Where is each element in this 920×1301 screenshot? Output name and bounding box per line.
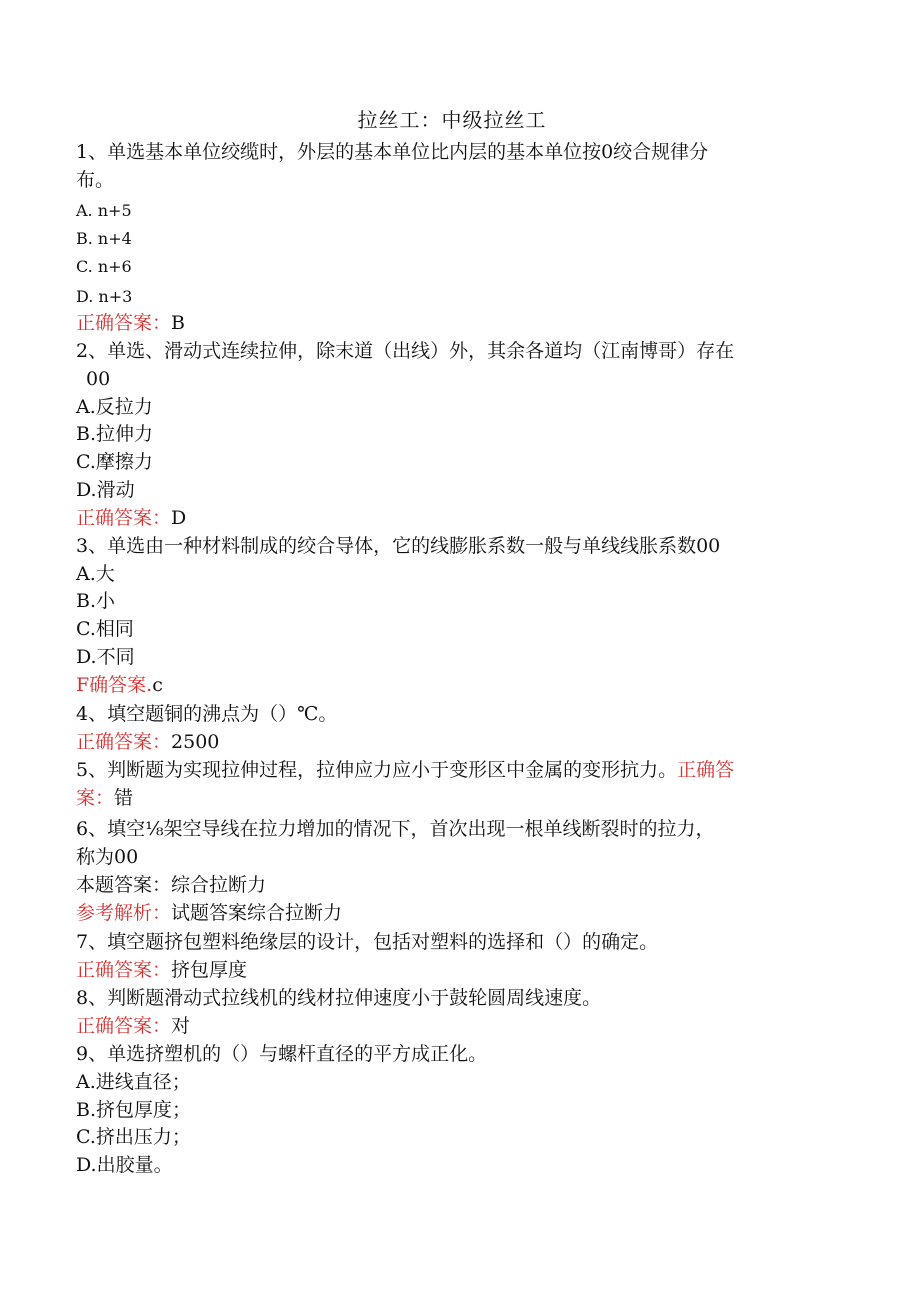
q1-option-a: A. n+5 [76, 201, 132, 220]
q2-option-d: D.滑动 [76, 479, 135, 501]
q4-answer-label: 正确答案： [76, 731, 172, 753]
q7-answer-label: 正确答案： [76, 959, 172, 981]
q3-answer-value: c [152, 674, 163, 696]
q6-stem-line-1: 6、填空⅛架空导线在拉力增加的情况下，首次出现一根单线断裂时的拉力， [76, 818, 715, 840]
q2-option-a: A.反拉力 [76, 396, 153, 418]
q6-analysis-label: 参考解析： [76, 902, 172, 924]
q1-answer [76, 309, 185, 337]
q1-option-b: B. n+4 [76, 229, 132, 248]
q1-stem-line-2: 布。 [76, 169, 115, 191]
q9-stem-line-1: 9、单选挤塑机的（）与螺杆直径的平方成正化。 [76, 1043, 488, 1065]
q5-answer [76, 784, 133, 812]
q3-answer-label: F确答案. [76, 674, 153, 696]
q8-answer-value: 对 [171, 1015, 191, 1037]
q1-answer-value: B [171, 312, 185, 334]
q8-answer-label: 正确答案： [76, 1015, 172, 1037]
q5-answer-label-part-1: 正确答 [677, 759, 735, 781]
q6-analysis-value: 试题答案综合拉断力 [171, 902, 343, 924]
q2-answer [76, 504, 186, 532]
q9-option-d: D.出胶量。 [76, 1154, 173, 1176]
q6-stem-line-2: 称为00 [76, 846, 139, 868]
q2-stem-line-1: 2、单选、滑动式连续拉伸，除末道（出线）外，其余各道均（江南博哥）存在 [76, 340, 735, 362]
q8-stem-line-1: 8、判断题滑动式拉线机的线材拉伸速度小于鼓轮圆周线速度。 [76, 987, 602, 1009]
q6-answer: 本题答案：综合拉断力 [76, 874, 267, 896]
q1-option-c: C. n+6 [76, 257, 132, 276]
q7-answer [76, 956, 247, 984]
q4-answer-value: 2500 [171, 731, 220, 753]
q3-option-d: D.不同 [76, 646, 135, 668]
q6-analysis [76, 899, 342, 927]
q4-answer [76, 728, 219, 756]
q4-stem-line-1: 4、填空题铜的沸点为（）℃。 [76, 703, 338, 725]
q1-stem-line-1: 1、单选基本单位绞缆时，外层的基本单位比内层的基本单位按0绞合规律分 [76, 141, 709, 163]
q3-stem-line-1: 3、单选由一种材料制成的绞合导体，它的线膨胀系数一般与单线线胀系数00 [76, 535, 721, 557]
document-title: 拉丝工：中级拉丝工 [357, 108, 547, 132]
q2-answer-value: D [171, 507, 187, 529]
q5-answer-value: 错 [114, 787, 134, 809]
q5-answer-label-part-2: 案： [76, 787, 115, 809]
q1-option-d: D. n+3 [76, 287, 133, 306]
q3-option-b: B.小 [76, 590, 116, 612]
q2-option-b: B.拉伸力 [76, 423, 154, 445]
q9-option-c: C.挤出压力； [76, 1126, 191, 1148]
q2-stem-line-2: 00 [86, 368, 111, 390]
q3-option-c: C.相同 [76, 618, 134, 640]
q3-answer [76, 671, 163, 699]
q8-answer [76, 1012, 190, 1040]
q2-answer-label: 正确答案： [76, 507, 172, 529]
q7-stem-line-1: 7、填空题挤包塑料绝缘层的设计，包括对塑料的选择和（）的确定。 [76, 931, 659, 953]
q1-answer-label: 正确答案： [76, 312, 172, 334]
q5-stem-text: 5、判断题为实现拉伸过程，拉伸应力应小于变形区中金属的变形抗力。 [76, 759, 678, 781]
q9-option-b: B.挤包厚度； [76, 1099, 192, 1121]
q2-option-c: C.摩擦力 [76, 451, 153, 473]
q7-answer-value: 挤包厚度 [171, 959, 248, 981]
q5-stem-line-1 [76, 756, 734, 784]
q3-option-a: A.大 [76, 563, 115, 585]
q9-option-a: A.进线直径； [76, 1071, 191, 1093]
